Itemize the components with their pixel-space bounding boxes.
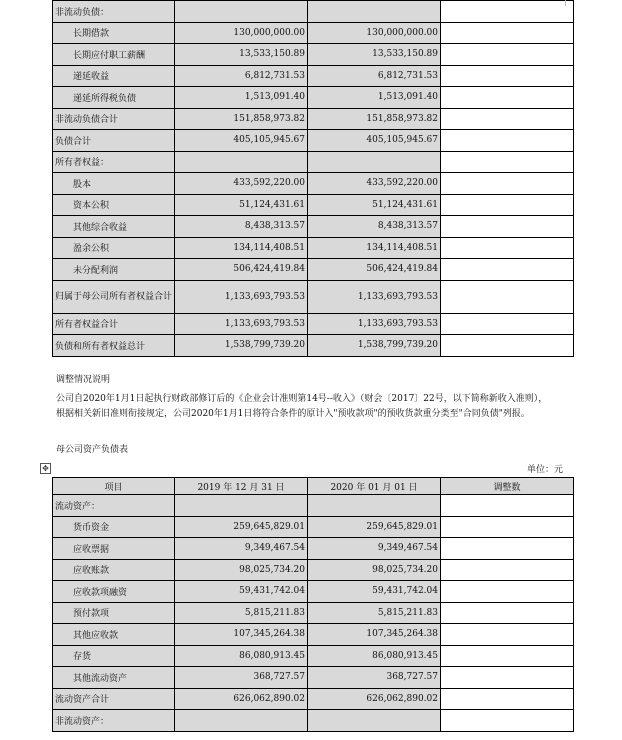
table-header	[53, 478, 574, 495]
row-value-2019: 433,592,220.00	[175, 173, 308, 195]
row-label: 应收款项融资	[53, 581, 175, 603]
table-row	[53, 581, 574, 603]
row-adjustment	[441, 151, 574, 173]
row-value-2019: 51,124,431.61	[175, 194, 308, 216]
row-value-2020	[308, 151, 441, 173]
row-value-2020: 506,424,419.84	[308, 259, 441, 281]
row-value-2019	[175, 151, 308, 173]
row-value-2020: 98,025,734.20	[308, 559, 441, 581]
row-value-2019: 1,513,091.40	[175, 87, 308, 109]
row-label: 归属于母公司所有者权益合计	[53, 280, 175, 313]
table-row	[53, 645, 574, 667]
table-row	[53, 516, 574, 538]
row-adjustment	[441, 44, 574, 66]
balance-sheet-table-top	[52, 0, 574, 357]
row-value-2019: 107,345,264.38	[175, 624, 308, 646]
row-value-2019	[175, 495, 308, 517]
row-label: 应收票据	[53, 538, 175, 560]
row-value-2019: 59,431,742.04	[175, 581, 308, 603]
table-body	[53, 1, 574, 357]
header-date-2020: 2020 年 01 月 01 日	[308, 478, 441, 495]
row-label: 长期借款	[53, 22, 175, 44]
row-adjustment	[441, 108, 574, 130]
row-value-2019: 1,133,693,793.53	[175, 313, 308, 335]
row-adjustment	[441, 313, 574, 335]
row-label: 其他综合收益	[53, 216, 175, 238]
row-value-2019	[175, 710, 308, 732]
table-row	[53, 108, 574, 130]
row-adjustment	[441, 173, 574, 195]
row-value-2019: 368,727.57	[175, 667, 308, 689]
row-value-2020	[308, 495, 441, 517]
table-row	[53, 335, 574, 357]
table-row	[53, 538, 574, 560]
row-label: 预付款项	[53, 602, 175, 624]
row-value-2020: 13,533,150.89	[308, 44, 441, 66]
table-row	[53, 667, 574, 689]
row-value-2020: 368,727.57	[308, 667, 441, 689]
row-adjustment	[441, 237, 574, 259]
notes-line-2: 根据相关新旧准则衔接规定，公司2020年1月1日将符合条件的原计入"预收款项"的预收货款重分类至"合同负债"列报。	[56, 409, 530, 419]
row-value-2019: 130,000,000.00	[175, 22, 308, 44]
row-value-2020: 1,538,799,739.20	[308, 335, 441, 357]
row-value-2020: 86,080,913.45	[308, 645, 441, 667]
row-adjustment	[441, 688, 574, 710]
row-label: 其他流动资产	[53, 667, 175, 689]
row-adjustment	[441, 581, 574, 603]
row-adjustment	[441, 22, 574, 44]
row-value-2019: 405,105,945.67	[175, 130, 308, 152]
table-row	[53, 194, 574, 216]
row-value-2020	[308, 710, 441, 732]
page-edge-mark	[565, 0, 566, 6]
table-row	[53, 559, 574, 581]
table-row	[53, 710, 574, 732]
row-value-2020: 51,124,431.61	[308, 194, 441, 216]
row-label: 递延收益	[53, 65, 175, 87]
row-label: 存货	[53, 645, 175, 667]
row-adjustment	[441, 87, 574, 109]
row-value-2020: 1,133,693,793.53	[308, 280, 441, 313]
notes-heading: 调整情况说明	[56, 375, 111, 385]
row-label: 股本	[53, 173, 175, 195]
row-value-2019: 98,025,734.20	[175, 559, 308, 581]
table-move-handle-icon[interactable]: ✥	[40, 463, 51, 474]
table-row	[53, 688, 574, 710]
section-title: 母公司资产负债表	[56, 445, 129, 455]
row-value-2019: 13,533,150.89	[175, 44, 308, 66]
row-adjustment	[441, 538, 574, 560]
row-value-2020: 5,815,211.83	[308, 602, 441, 624]
row-value-2020: 1,133,693,793.53	[308, 313, 441, 335]
table-row	[53, 624, 574, 646]
row-adjustment	[441, 516, 574, 538]
row-adjustment	[441, 335, 574, 357]
row-label: 未分配利润	[53, 259, 175, 281]
header-adjustment: 调整数	[441, 478, 574, 495]
row-adjustment	[441, 559, 574, 581]
row-value-2020: 6,812,731.53	[308, 65, 441, 87]
row-value-2020: 433,592,220.00	[308, 173, 441, 195]
table-row	[53, 1, 574, 23]
table-row	[53, 151, 574, 173]
row-adjustment	[441, 216, 574, 238]
table-row	[53, 313, 574, 335]
table-row	[53, 280, 574, 313]
table-body	[53, 495, 574, 732]
row-label: 长期应付职工薪酬	[53, 44, 175, 66]
row-value-2020: 151,858,973.82	[308, 108, 441, 130]
table-row	[53, 65, 574, 87]
header-row	[53, 478, 574, 495]
row-adjustment	[441, 130, 574, 152]
row-label: 负债和所有者权益总计	[53, 335, 175, 357]
row-label: 流动资产合计	[53, 688, 175, 710]
row-value-2020: 8,438,313.57	[308, 216, 441, 238]
table-row	[53, 602, 574, 624]
row-value-2019: 134,114,408.51	[175, 237, 308, 259]
table-row	[53, 87, 574, 109]
table-row	[53, 259, 574, 281]
row-adjustment	[441, 495, 574, 517]
row-adjustment	[441, 667, 574, 689]
row-value-2019: 259,645,829.01	[175, 516, 308, 538]
row-value-2019: 506,424,419.84	[175, 259, 308, 281]
row-label: 负债合计	[53, 130, 175, 152]
row-value-2019: 151,858,973.82	[175, 108, 308, 130]
row-value-2019: 8,438,313.57	[175, 216, 308, 238]
parent-balance-sheet-table	[52, 477, 574, 732]
row-value-2019: 86,080,913.45	[175, 645, 308, 667]
row-adjustment	[441, 602, 574, 624]
row-adjustment	[441, 624, 574, 646]
header-item: 项目	[53, 478, 175, 495]
row-value-2019: 6,812,731.53	[175, 65, 308, 87]
row-adjustment	[441, 645, 574, 667]
table-row	[53, 173, 574, 195]
row-adjustment	[441, 65, 574, 87]
row-value-2020: 59,431,742.04	[308, 581, 441, 603]
row-label: 资本公积	[53, 194, 175, 216]
table-row	[53, 216, 574, 238]
row-value-2019: 626,062,890.02	[175, 688, 308, 710]
row-value-2020	[308, 1, 441, 23]
row-label: 盈余公积	[53, 237, 175, 259]
row-label: 货币资金	[53, 516, 175, 538]
row-value-2020: 134,114,408.51	[308, 237, 441, 259]
table-row	[53, 495, 574, 517]
row-label: 所有者权益：	[53, 151, 175, 173]
header-date-2019: 2019 年 12 月 31 日	[175, 478, 308, 495]
unit-label: 单位：元	[527, 465, 564, 475]
row-value-2020: 130,000,000.00	[308, 22, 441, 44]
row-label: 非流动资产：	[53, 710, 175, 732]
table-row	[53, 130, 574, 152]
row-adjustment	[441, 1, 574, 23]
row-label: 所有者权益合计	[53, 313, 175, 335]
table-row	[53, 237, 574, 259]
row-label: 流动资产：	[53, 495, 175, 517]
table-row	[53, 22, 574, 44]
row-value-2020: 9,349,467.54	[308, 538, 441, 560]
row-label: 递延所得税负债	[53, 87, 175, 109]
row-adjustment	[441, 194, 574, 216]
row-label: 其他应收款	[53, 624, 175, 646]
row-value-2019	[175, 1, 308, 23]
row-value-2019: 1,133,693,793.53	[175, 280, 308, 313]
row-value-2020: 1,513,091.40	[308, 87, 441, 109]
row-value-2020: 259,645,829.01	[308, 516, 441, 538]
row-label: 应收账款	[53, 559, 175, 581]
row-value-2020: 405,105,945.67	[308, 130, 441, 152]
table-row	[53, 44, 574, 66]
row-label: 非流动负债：	[53, 1, 175, 23]
row-value-2019: 1,538,799,739.20	[175, 335, 308, 357]
row-value-2020: 626,062,890.02	[308, 688, 441, 710]
notes-line-1: 公司自2020年1月1日起执行财政部修订后的《企业会计准则第14号--收入》（财会〔2017〕22号，以下简称新收入准则），	[56, 394, 548, 404]
row-adjustment	[441, 710, 574, 732]
row-value-2019: 9,349,467.54	[175, 538, 308, 560]
row-value-2019: 5,815,211.83	[175, 602, 308, 624]
row-adjustment	[441, 280, 574, 313]
row-value-2020: 107,345,264.38	[308, 624, 441, 646]
row-adjustment	[441, 259, 574, 281]
row-label: 非流动负债合计	[53, 108, 175, 130]
